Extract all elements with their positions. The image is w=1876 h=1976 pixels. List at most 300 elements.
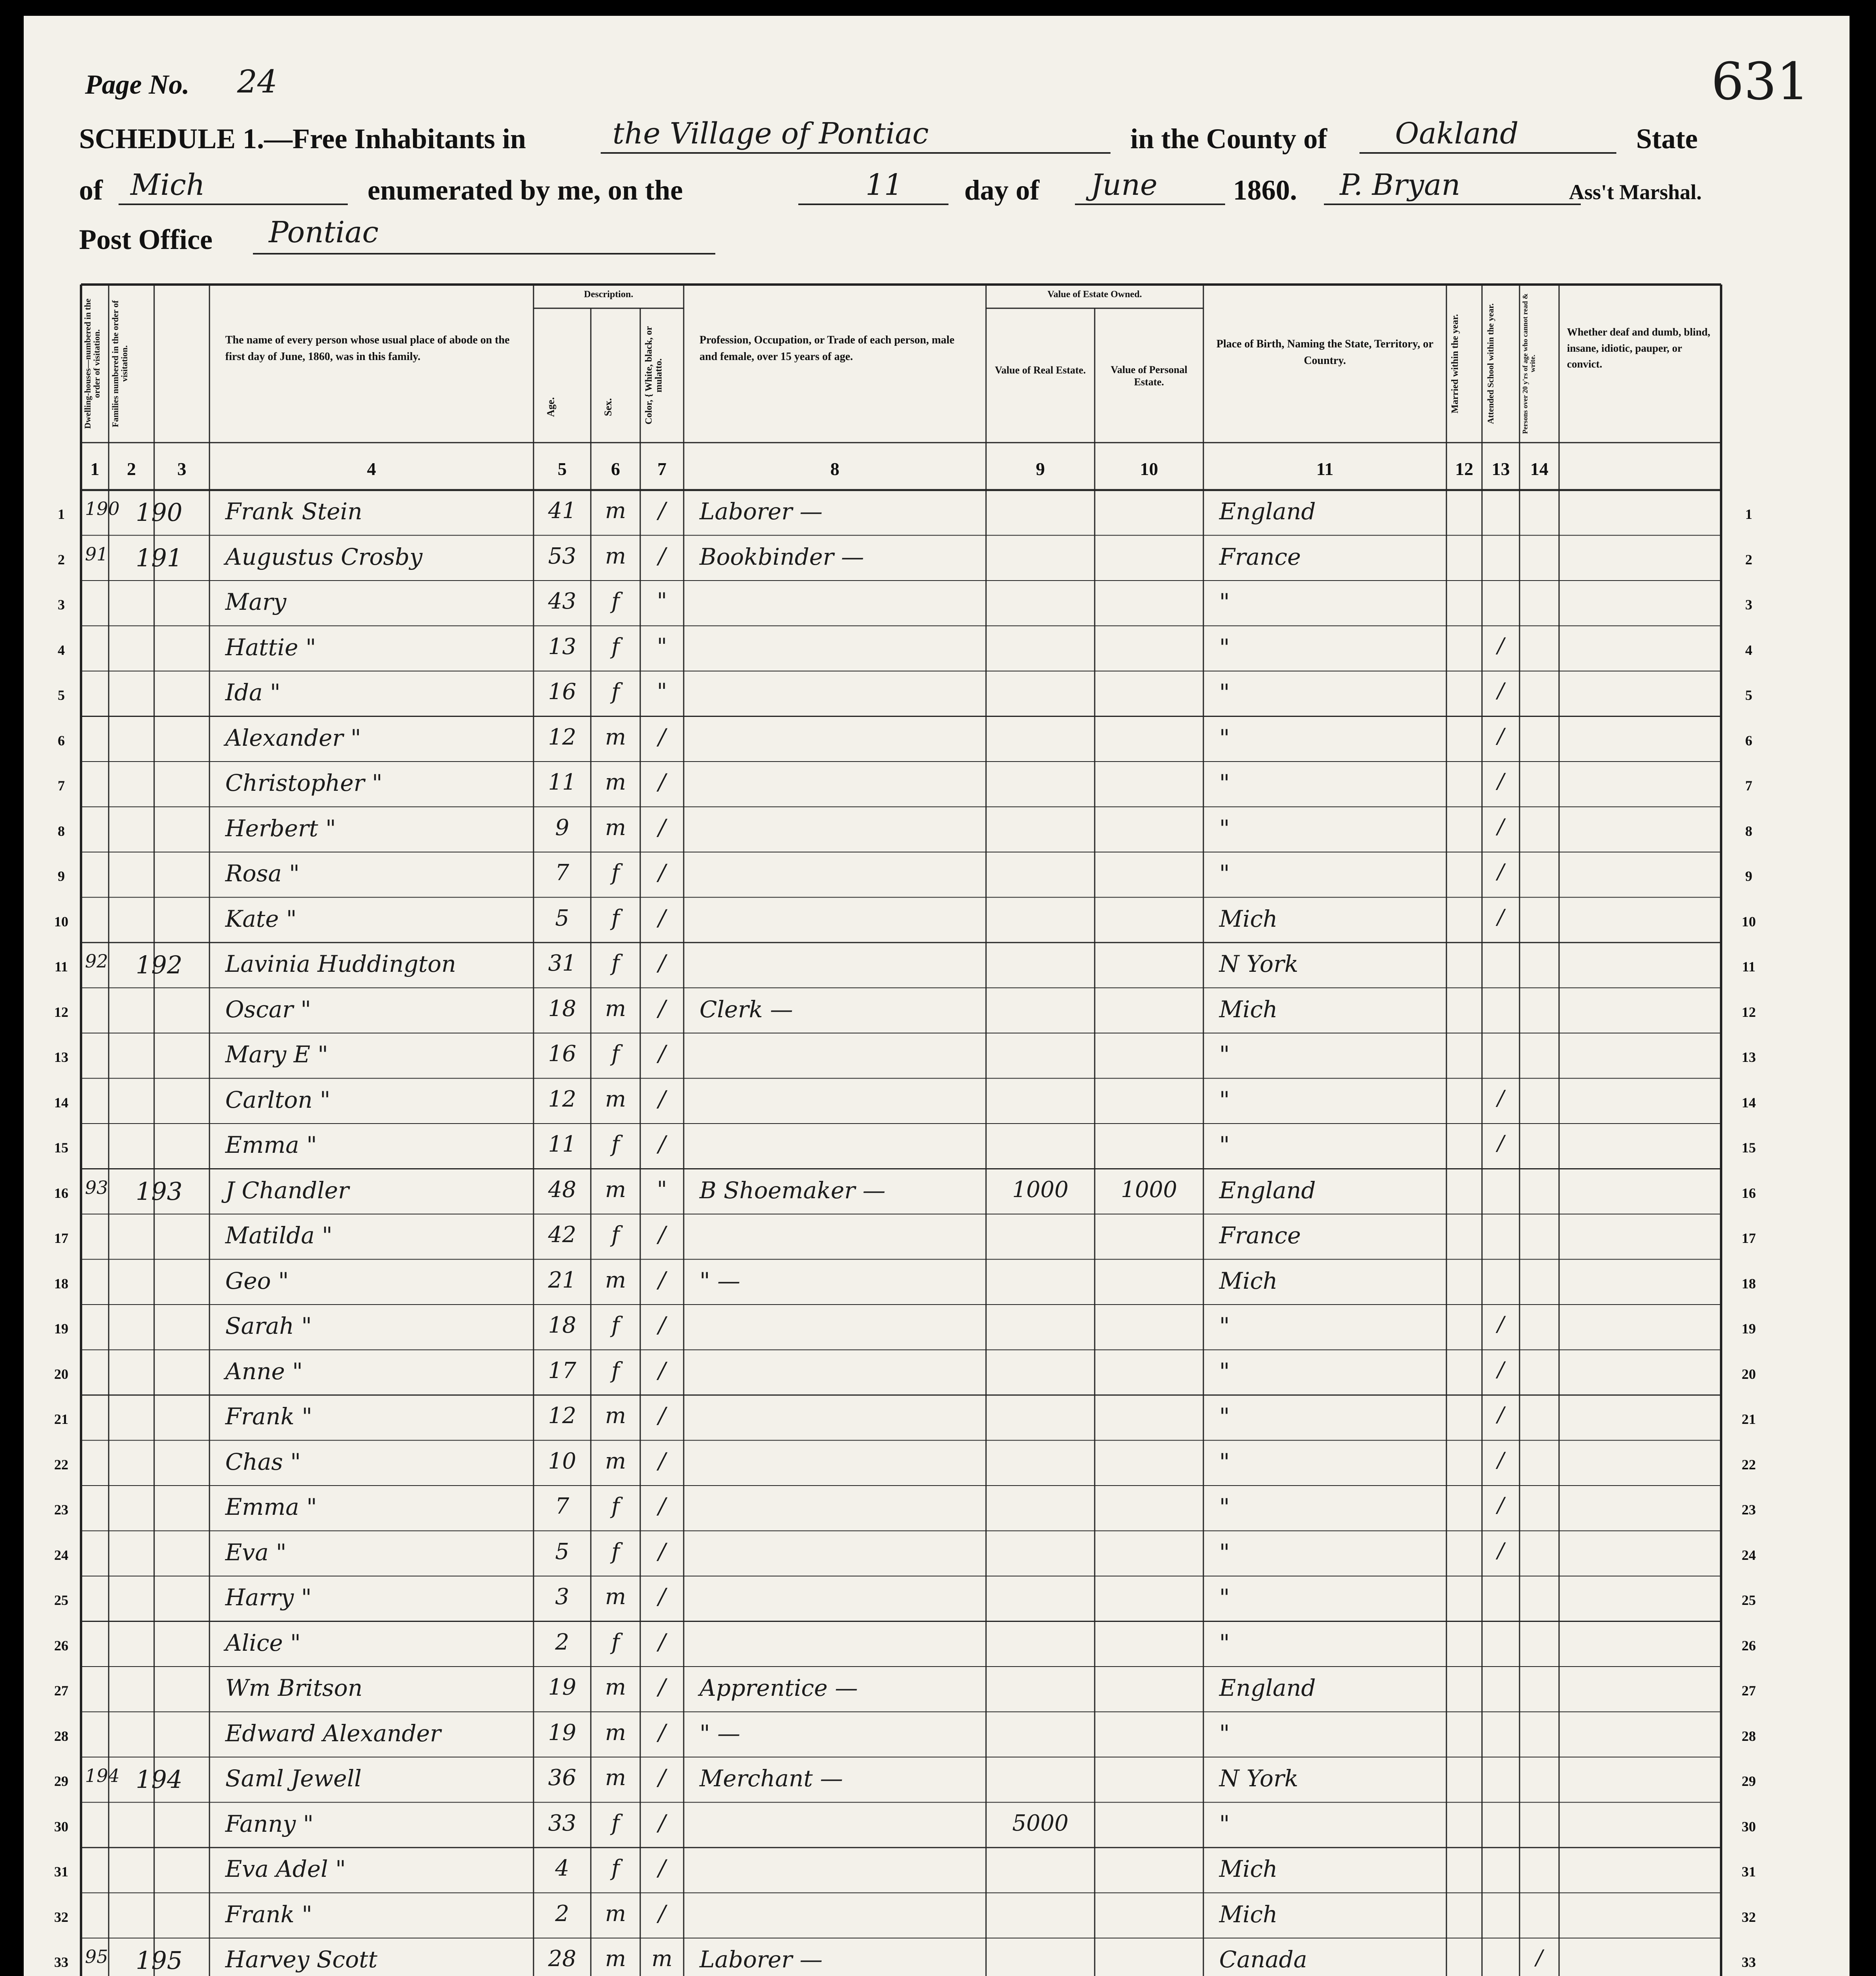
day-of-label: day of: [964, 174, 1040, 206]
school-cell: /: [1497, 1493, 1505, 1517]
birthplace-cell: ": [1219, 1448, 1230, 1475]
header-col-4: Age.: [545, 397, 556, 417]
birthplace-cell: ": [1219, 860, 1230, 887]
sex-cell: m: [605, 1901, 626, 1927]
color-cell: /: [658, 1539, 666, 1565]
color-cell: /: [658, 1131, 666, 1157]
person-name: Lavinia Huddington: [225, 950, 456, 977]
header-col-6: Color, { White, black, or mulatto.: [644, 326, 664, 425]
person-name: Fanny ": [225, 1810, 314, 1837]
header-col-2: Families numbered in the order of visitation.: [110, 300, 130, 427]
column-number: 13: [1491, 459, 1510, 479]
stamp-number: 631: [1711, 51, 1810, 111]
sex-cell: m: [605, 1765, 626, 1791]
header-col-5: Sex.: [602, 398, 614, 416]
age-cell: 53: [548, 543, 577, 569]
header-col-11: Married within the year.: [1450, 314, 1460, 413]
age-cell: 16: [548, 679, 577, 705]
header-col-9: Value of Personal Estate.: [1111, 364, 1188, 388]
age-cell: 21: [548, 1267, 577, 1293]
age-cell: 43: [548, 588, 577, 614]
color-cell: /: [658, 1041, 666, 1067]
birthplace-cell: ": [1219, 679, 1230, 706]
line-number-left: 17: [54, 1230, 68, 1246]
color-cell: /: [658, 769, 666, 795]
birthplace-cell: ": [1219, 1041, 1230, 1068]
dwelling-number: 95: [85, 1946, 108, 1967]
enumerated-label: enumerated by me, on the: [368, 174, 683, 206]
sex-cell: m: [605, 996, 626, 1022]
line-number-left: 26: [54, 1637, 68, 1654]
color-cell: /: [658, 1765, 666, 1791]
header-col-13: Persons over 20 y'rs of age who cannot read & write.: [1521, 293, 1537, 434]
age-cell: 10: [548, 1448, 577, 1474]
color-cell: /: [658, 498, 666, 524]
person-name: Rosa ": [225, 860, 300, 887]
occupation-cell: Laborer —: [699, 1946, 823, 1973]
line-number-left: 10: [54, 913, 68, 930]
header-col-3: The name of every person whose usual place of abode on the first day of June, 1860, was in this family.: [225, 334, 510, 363]
birthplace-cell: ": [1219, 815, 1230, 842]
line-number-right: 16: [1742, 1185, 1756, 1201]
line-number-left: 7: [58, 778, 65, 794]
column-number: 4: [367, 459, 376, 479]
person-name: Emma ": [225, 1493, 317, 1520]
line-number-left: 33: [54, 1954, 68, 1970]
month-value: June: [1091, 168, 1158, 202]
birthplace-cell: ": [1219, 1720, 1230, 1747]
age-cell: 12: [548, 1086, 577, 1112]
line-number-right: 4: [1745, 642, 1752, 658]
person-name: Frank Stein: [225, 498, 362, 525]
person-name: Christopher ": [225, 769, 383, 796]
line-number-left: 13: [54, 1049, 68, 1065]
line-number-left: 5: [58, 687, 65, 703]
line-number-right: 27: [1742, 1683, 1756, 1699]
color-cell: /: [658, 543, 666, 569]
post-office-label: Post Office: [79, 224, 213, 255]
line-number-right: 7: [1745, 778, 1752, 794]
occupation-cell: Clerk —: [699, 996, 793, 1023]
color-cell: /: [658, 1493, 666, 1519]
sex-cell: m: [605, 1448, 626, 1474]
age-cell: 19: [548, 1674, 577, 1700]
line-number-left: 16: [54, 1185, 68, 1201]
birthplace-cell: ": [1219, 1629, 1230, 1656]
line-number-right: 12: [1742, 1004, 1756, 1020]
birthplace-cell: ": [1219, 1312, 1230, 1339]
color-cell: /: [658, 815, 666, 841]
color-cell: /: [658, 950, 666, 976]
line-number-left: 19: [54, 1321, 68, 1337]
school-cell: /: [1497, 1358, 1505, 1382]
line-number-left: 3: [58, 597, 65, 613]
sex-cell: m: [605, 498, 626, 524]
age-cell: 13: [548, 634, 577, 660]
header-col-7: Profession, Occupation, or Trade of each person, male and female, over 15 years of age.: [699, 334, 954, 363]
birthplace-cell: ": [1219, 588, 1230, 615]
person-name: Matilda ": [225, 1222, 333, 1249]
age-cell: 41: [548, 498, 577, 524]
school-cell: /: [1497, 724, 1505, 748]
sex-cell: m: [605, 815, 626, 841]
year-label: 1860.: [1233, 174, 1297, 206]
occupation-cell: " —: [699, 1720, 741, 1747]
person-name: Sarah ": [225, 1312, 312, 1339]
person-name: Frank ": [225, 1901, 313, 1928]
person-name: Augustus Crosby: [225, 543, 423, 570]
marshal-label: Ass't Marshal.: [1569, 180, 1702, 204]
line-number-left: 22: [54, 1456, 68, 1473]
sex-cell: f: [611, 1222, 620, 1248]
person-name: Eva Adel ": [225, 1855, 346, 1882]
person-name: Oscar ": [225, 996, 311, 1023]
color-cell: /: [658, 860, 666, 886]
person-name: Alexander ": [225, 724, 361, 751]
age-cell: 12: [548, 724, 577, 750]
birthplace-cell: Mich: [1219, 996, 1278, 1023]
line-number-right: 9: [1745, 868, 1752, 884]
sex-cell: f: [611, 679, 620, 705]
color-cell: /: [658, 1855, 666, 1881]
page-label: Page No.: [85, 70, 190, 100]
school-cell: /: [1497, 1131, 1505, 1155]
color-cell: /: [658, 1674, 666, 1700]
age-cell: 4: [555, 1855, 569, 1881]
line-number-right: 19: [1742, 1321, 1756, 1337]
occupation-cell: Laborer —: [699, 498, 823, 525]
line-number-left: 31: [54, 1864, 68, 1880]
sex-cell: f: [611, 634, 620, 660]
line-number-left: 20: [54, 1366, 68, 1382]
line-number-right: 13: [1742, 1049, 1756, 1065]
birthplace-cell: Mich: [1219, 1855, 1278, 1882]
column-number: 6: [611, 459, 620, 479]
school-cell: /: [1497, 634, 1505, 658]
person-name: Harry ": [225, 1584, 312, 1611]
line-number-left: 27: [54, 1683, 68, 1699]
school-cell: /: [1497, 1448, 1505, 1472]
day-value: 11: [865, 168, 903, 202]
line-number-left: 6: [58, 732, 65, 749]
state-label: State: [1636, 123, 1698, 155]
sex-cell: m: [605, 769, 626, 795]
line-number-right: 3: [1745, 597, 1752, 613]
line-number-right: 31: [1742, 1864, 1756, 1880]
color-cell: ": [657, 634, 667, 660]
column-number: 5: [558, 459, 567, 479]
person-name: Mary E ": [225, 1041, 328, 1068]
color-cell: /: [658, 996, 666, 1022]
school-cell: /: [1497, 1403, 1505, 1427]
sex-cell: f: [611, 950, 620, 976]
person-name: Hattie ": [225, 634, 316, 661]
birthplace-cell: ": [1219, 1358, 1230, 1385]
sex-cell: f: [611, 1312, 620, 1338]
line-number-right: 26: [1742, 1637, 1756, 1654]
school-cell: /: [1497, 1312, 1505, 1336]
family-number: 190: [136, 498, 183, 527]
age-cell: 42: [548, 1222, 577, 1248]
family-number: 195: [136, 1946, 183, 1975]
person-name: Harvey Scott: [225, 1946, 377, 1973]
birthplace-cell: ": [1219, 1086, 1230, 1113]
line-number-right: 17: [1742, 1230, 1756, 1246]
personal-estate-cell: 1000: [1121, 1177, 1177, 1203]
color-cell: /: [658, 1584, 666, 1610]
sex-cell: f: [611, 905, 620, 931]
person-name: Herbert ": [225, 815, 336, 842]
line-number-right: 30: [1742, 1818, 1756, 1835]
person-name: Kate ": [225, 905, 297, 932]
person-name: Carlton ": [225, 1086, 330, 1113]
column-number: 11: [1316, 459, 1334, 479]
age-cell: 48: [548, 1177, 577, 1203]
sex-cell: m: [605, 543, 626, 569]
header-col-1: Dwelling-houses—numbered in the order of visitation.: [83, 298, 102, 429]
occupation-cell: Bookbinder —: [699, 543, 864, 570]
color-cell: /: [658, 1403, 666, 1429]
birthplace-cell: England: [1219, 498, 1316, 525]
marshal-value: P. Bryan: [1340, 168, 1461, 202]
header-description: Description.: [584, 289, 634, 300]
age-cell: 19: [548, 1720, 577, 1746]
age-cell: 5: [555, 1539, 569, 1565]
sex-cell: f: [611, 1539, 620, 1565]
family-number: 192: [136, 950, 183, 979]
column-number: 1: [90, 459, 100, 479]
line-number-right: 8: [1745, 823, 1752, 839]
dwelling-number: 92: [85, 950, 108, 972]
age-cell: 36: [548, 1765, 577, 1791]
birthplace-cell: England: [1219, 1177, 1316, 1204]
family-number: 193: [136, 1177, 183, 1206]
color-cell: /: [658, 1810, 666, 1836]
color-cell: m: [651, 1946, 673, 1972]
line-number-left: 23: [54, 1502, 68, 1518]
sex-cell: f: [611, 1493, 620, 1519]
birthplace-cell: ": [1219, 1493, 1230, 1520]
age-cell: 16: [548, 1041, 577, 1067]
occupation-cell: Apprentice —: [699, 1674, 858, 1701]
birthplace-cell: Canada: [1219, 1946, 1307, 1973]
occupation-cell: B Shoemaker —: [699, 1177, 886, 1204]
post-office-value: Pontiac: [269, 215, 379, 249]
line-number-right: 11: [1742, 959, 1755, 975]
line-number-left: 18: [54, 1275, 68, 1292]
line-number-right: 24: [1742, 1547, 1756, 1563]
column-number: 8: [830, 459, 839, 479]
line-number-left: 4: [58, 642, 65, 658]
person-name: Alice ": [225, 1629, 301, 1656]
line-number-right: 20: [1742, 1366, 1756, 1382]
line-number-right: 10: [1742, 913, 1756, 930]
column-number: 14: [1530, 459, 1548, 479]
age-cell: 3: [555, 1584, 569, 1610]
color-cell: /: [658, 1901, 666, 1927]
sex-cell: f: [611, 1810, 620, 1836]
dwelling-number: 190: [85, 498, 120, 519]
state-value: Mich: [130, 168, 205, 202]
sex-cell: m: [605, 1720, 626, 1746]
age-cell: 7: [555, 1493, 569, 1519]
person-name: J Chandler: [225, 1177, 349, 1204]
sex-cell: f: [611, 588, 620, 614]
column-number: 3: [177, 459, 187, 479]
color-cell: /: [658, 905, 666, 931]
dwelling-number: 91: [85, 543, 108, 565]
color-cell: /: [658, 1312, 666, 1338]
column-number: 12: [1455, 459, 1473, 479]
sex-cell: f: [611, 1855, 620, 1881]
header-estate: Value of Estate Owned.: [1047, 289, 1142, 300]
line-number-left: 1: [58, 506, 65, 522]
person-name: Anne ": [225, 1358, 303, 1385]
illiterate-cell: /: [1536, 1946, 1543, 1970]
dwelling-number: 93: [85, 1177, 108, 1198]
sex-cell: m: [605, 1584, 626, 1610]
sex-cell: f: [611, 1041, 620, 1067]
color-cell: /: [658, 1222, 666, 1248]
age-cell: 33: [548, 1810, 577, 1836]
line-number-left: 30: [54, 1818, 68, 1835]
birthplace-cell: ": [1219, 1403, 1230, 1430]
color-cell: /: [658, 1448, 666, 1474]
column-number: 9: [1036, 459, 1045, 479]
sex-cell: m: [605, 724, 626, 750]
school-cell: /: [1497, 1086, 1505, 1110]
age-cell: 2: [555, 1629, 569, 1655]
person-name: Chas ": [225, 1448, 301, 1475]
line-number-left: 14: [54, 1094, 68, 1111]
school-cell: /: [1497, 769, 1505, 793]
line-number-right: 6: [1745, 732, 1752, 749]
column-number: 7: [657, 459, 667, 479]
line-number-left: 32: [54, 1909, 68, 1925]
age-cell: 11: [548, 769, 577, 795]
person-name: Frank ": [225, 1403, 313, 1430]
color-cell: ": [657, 588, 667, 614]
person-name: Emma ": [225, 1131, 317, 1158]
line-number-right: 22: [1742, 1456, 1756, 1473]
line-number-left: 25: [54, 1592, 68, 1608]
age-cell: 31: [548, 950, 577, 976]
birthplace-cell: ": [1219, 1584, 1230, 1611]
line-number-left: 2: [58, 551, 65, 568]
line-number-right: 29: [1742, 1773, 1756, 1789]
header-col-10: Place of Birth, Naming the State, Territory, or Country.: [1216, 338, 1433, 367]
person-name: Wm Britson: [225, 1674, 363, 1701]
line-number-right: 15: [1742, 1140, 1756, 1156]
line-number-right: 32: [1742, 1909, 1756, 1925]
line-number-right: 25: [1742, 1592, 1756, 1608]
birthplace-cell: Mich: [1219, 1267, 1278, 1294]
color-cell: /: [658, 1358, 666, 1384]
sex-cell: m: [605, 1177, 626, 1203]
family-number: 194: [136, 1765, 183, 1794]
color-cell: ": [657, 679, 667, 705]
sex-cell: m: [605, 1086, 626, 1112]
county-value: Oakland: [1395, 117, 1519, 151]
birthplace-cell: ": [1219, 724, 1230, 751]
person-name: Saml Jewell: [225, 1765, 362, 1792]
line-number-left: 8: [58, 823, 65, 839]
person-name: Geo ": [225, 1267, 289, 1294]
age-cell: 9: [555, 815, 569, 841]
place-value: the Village of Pontiac: [613, 117, 929, 151]
line-number-left: 29: [54, 1773, 68, 1789]
line-number-right: 28: [1742, 1728, 1756, 1744]
schedule-title: SCHEDULE 1.—Free Inhabitants in: [79, 123, 526, 155]
birthplace-cell: ": [1219, 634, 1230, 661]
sex-cell: f: [611, 1131, 620, 1157]
sex-cell: m: [605, 1267, 626, 1293]
occupation-cell: " —: [699, 1267, 741, 1294]
birthplace-cell: Mich: [1219, 1901, 1278, 1928]
color-cell: ": [657, 1177, 667, 1203]
color-cell: /: [658, 1720, 666, 1746]
real-estate-cell: 5000: [1012, 1810, 1069, 1836]
school-cell: /: [1497, 905, 1505, 929]
person-name: Eva ": [225, 1539, 287, 1566]
birthplace-cell: Mich: [1219, 905, 1278, 932]
age-cell: 5: [555, 905, 569, 931]
age-cell: 12: [548, 1403, 577, 1429]
age-cell: 17: [548, 1358, 577, 1384]
line-number-right: 5: [1745, 687, 1752, 703]
color-cell: /: [658, 1267, 666, 1293]
person-name: Edward Alexander: [225, 1720, 441, 1747]
line-number-left: 9: [58, 868, 65, 884]
birthplace-cell: France: [1219, 543, 1301, 570]
birthplace-cell: England: [1219, 1674, 1316, 1701]
person-name: Ida ": [225, 679, 281, 706]
sex-cell: f: [611, 1358, 620, 1384]
line-number-right: 33: [1742, 1954, 1756, 1970]
birthplace-cell: N York: [1219, 950, 1299, 977]
line-number-right: 2: [1745, 551, 1752, 568]
color-cell: /: [658, 1086, 666, 1112]
line-number-left: 12: [54, 1004, 68, 1020]
column-number: 2: [127, 459, 136, 479]
age-cell: 2: [555, 1901, 569, 1927]
line-number-right: 1: [1745, 506, 1752, 522]
age-cell: 18: [548, 996, 577, 1022]
line-number-left: 11: [54, 959, 68, 975]
sex-cell: m: [605, 1674, 626, 1700]
age-cell: 18: [548, 1312, 577, 1338]
county-label: in the County of: [1130, 123, 1327, 155]
dwelling-number: 194: [85, 1765, 120, 1786]
line-number-right: 23: [1742, 1502, 1756, 1518]
color-cell: /: [658, 724, 666, 750]
of-label: of: [79, 174, 103, 206]
color-cell: /: [658, 1629, 666, 1655]
occupation-cell: Merchant —: [699, 1765, 843, 1792]
column-number: 10: [1140, 459, 1158, 479]
school-cell: /: [1497, 860, 1505, 884]
age-cell: 7: [555, 860, 569, 886]
line-number-left: 21: [54, 1411, 68, 1427]
age-cell: 28: [548, 1946, 577, 1972]
line-number-left: 15: [54, 1140, 68, 1156]
birthplace-cell: ": [1219, 1810, 1230, 1837]
birthplace-cell: ": [1219, 769, 1230, 796]
birthplace-cell: N York: [1219, 1765, 1299, 1792]
line-number-left: 24: [54, 1547, 68, 1563]
header-col-14: Whether deaf and dumb, blind, insane, idiotic, pauper, or convict.: [1567, 326, 1710, 370]
school-cell: /: [1497, 1539, 1505, 1563]
